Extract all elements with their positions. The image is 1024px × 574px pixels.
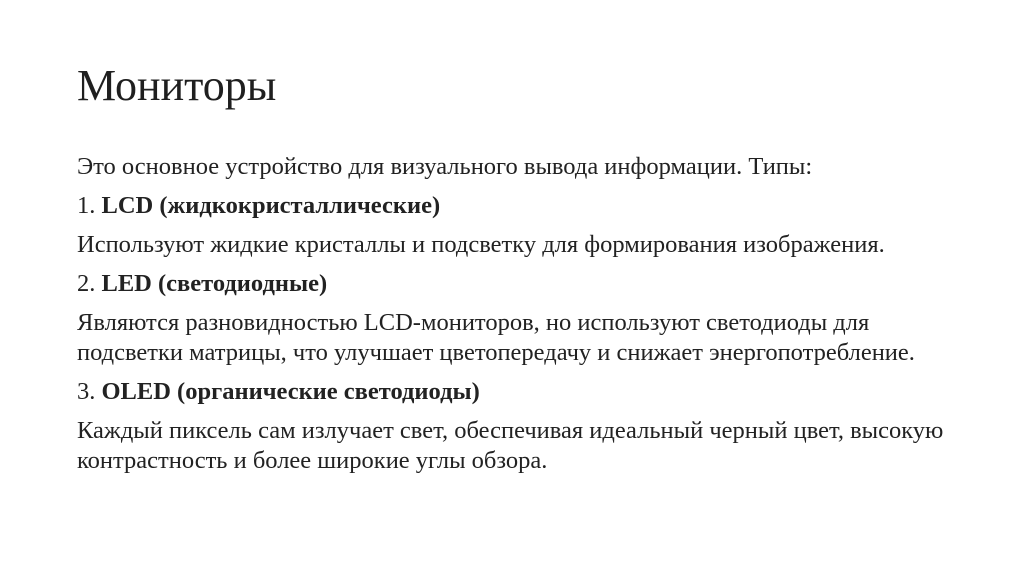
item-number: 3. (77, 378, 96, 405)
item-description-lcd: Используют жидкие кристаллы и подсветку для формирования изображения. (77, 231, 885, 258)
item-heading-lcd (77, 191, 977, 221)
item-heading-led (77, 269, 977, 299)
slide-title: Мониторы (77, 61, 277, 110)
slide-body (77, 152, 977, 485)
item-number: 1. (77, 192, 96, 219)
item-name: OLED (органические светодиоды) (101, 378, 480, 405)
item-heading-oled (77, 377, 977, 407)
item-description-oled: Каждый пиксель сам излучает свет, обеспечивая идеальный черный цвет, высокую контрастность и более широкие углы обзора. (77, 417, 944, 474)
item-name: LED (светодиодные) (101, 270, 328, 297)
intro-text: Это основное устройство для визуального вывода информации. Типы: (77, 153, 813, 180)
item-description-led: Являются разновидностью LCD-мониторов, но используют светодиоды для подсветки матрицы, что улучшает цветопередачу и снижает энергопотребление. (77, 309, 915, 366)
item-name: LCD (жидкокристаллические) (101, 192, 441, 219)
item-number: 2. (77, 270, 96, 297)
